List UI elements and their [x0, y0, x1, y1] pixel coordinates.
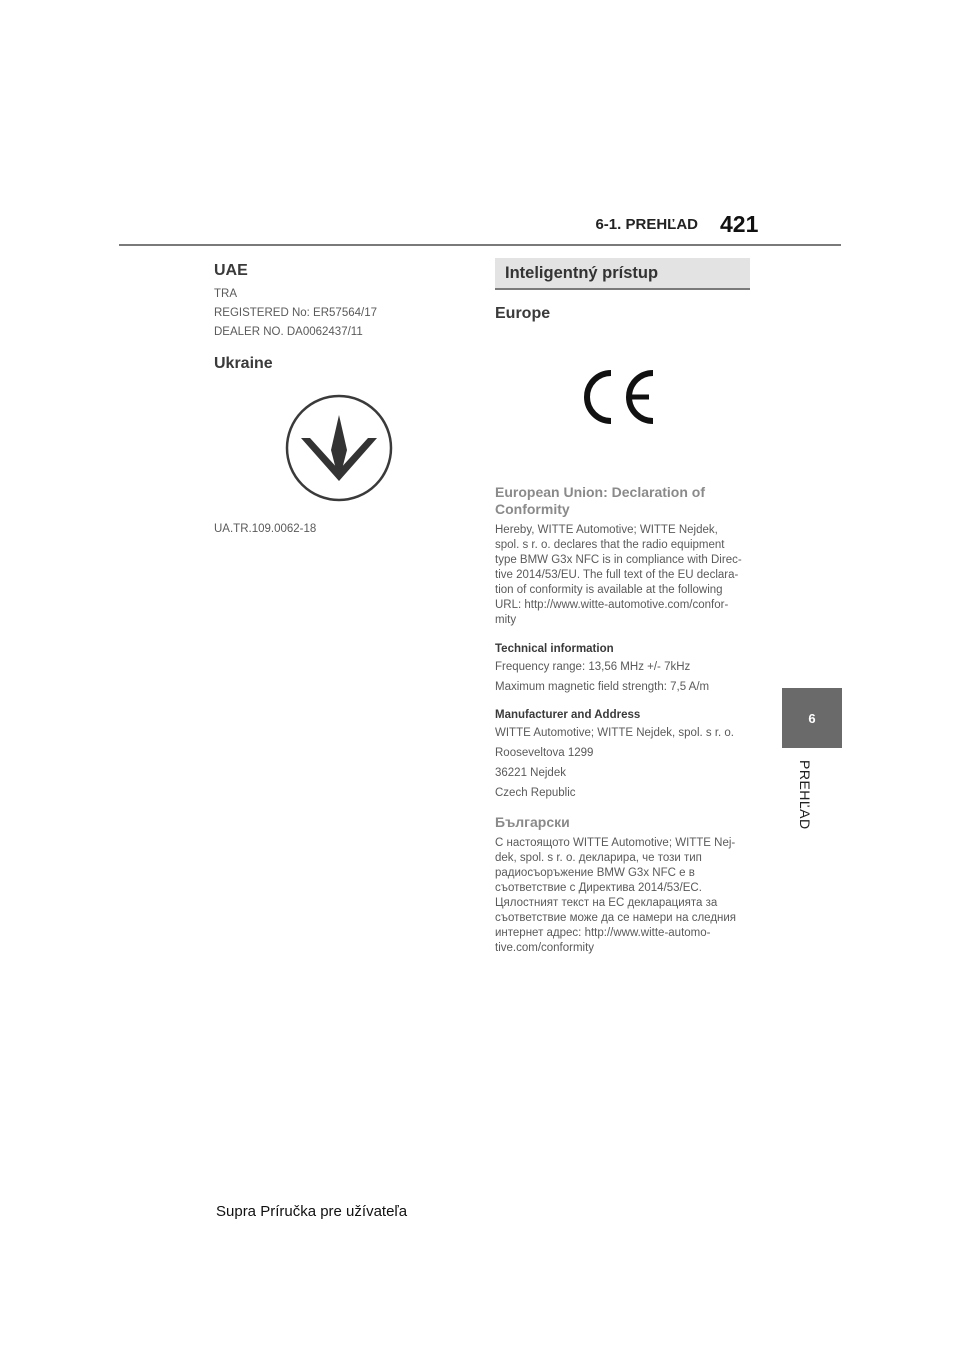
manufacturer-line: Rooseveltova 1299: [495, 747, 594, 759]
uae-line: TRA: [214, 288, 237, 300]
ukraine-code: UA.TR.109.0062-18: [214, 523, 317, 535]
europe-heading: Europe: [495, 305, 551, 322]
manufacturer-line: Czech Republic: [495, 787, 576, 799]
footer-manual-title: Supra Príručka pre užívateľa: [216, 1203, 408, 1220]
eu-declaration-text: [495, 523, 750, 628]
bg-text-line: съответствие с Директива 2014/53/ЕС.: [495, 882, 702, 894]
uae-line: REGISTERED No: ER57564/17: [214, 307, 377, 319]
ce-mark-icon: [583, 367, 657, 427]
eu-text-line: spol. s r. o. declares that the radio equipment: [495, 539, 725, 551]
ce-mark: [583, 367, 657, 427]
bg-text-line: Цялостният текст на ЕС декларацията за: [495, 897, 718, 909]
technical-info-line: Frequency range: 13,56 MHz +/- 7kHz: [495, 661, 691, 673]
chapter-label: PREHĽAD: [797, 760, 813, 830]
eu-declaration-heading: European Union: Declaration of Conformity: [495, 484, 706, 517]
page-number: 421: [720, 211, 759, 237]
bg-text-line: dek, spol. s r. o. декларира, че този тип: [495, 852, 702, 864]
right-column: [495, 258, 750, 956]
uae-heading: UAE: [214, 262, 248, 279]
eu-text-line: type BMW G3x NFC is in compliance with Direc-: [495, 554, 742, 566]
manufacturer-line: WITTE Automotive; WITTE Nejdek, spol. s r. o.: [495, 727, 735, 739]
bulgarian-heading: Български: [495, 814, 570, 830]
bulgarian-text: [495, 836, 750, 956]
eu-text-line: Hereby, WITTE Automotive; WITTE Nejdek,: [495, 524, 718, 536]
manufacturer-heading: Manufacturer and Address: [495, 709, 641, 721]
technical-info-line: Maximum magnetic field strength: 7,5 A/m: [495, 681, 710, 693]
bg-text-line: С настоящото WITTE Automotive; WITTE Nej-: [495, 837, 736, 849]
eu-text-line: URL: http://www.witte-automotive.com/confor-: [495, 599, 729, 611]
eu-text-line: mity: [495, 614, 517, 626]
ukraine-certification-mark: [284, 393, 394, 503]
bg-text-line: съответствие може да се намери на следния: [495, 912, 737, 924]
section-title: 6-1. PREHĽAD: [595, 216, 698, 233]
left-column: [214, 262, 464, 535]
ukraine-heading: Ukraine: [214, 355, 273, 372]
bg-text-line: радиосъоръжение BMW G3x NFC е в: [495, 867, 695, 879]
uae-line: DEALER NO. DA0062437/11: [214, 326, 363, 338]
technical-info-heading: Technical information: [495, 643, 614, 655]
topic-bar: [495, 258, 750, 290]
ukraine-conformity-icon: [284, 393, 394, 503]
topic-title: Inteligentný prístup: [505, 263, 659, 282]
chapter-tab[interactable]: [782, 688, 842, 748]
manufacturer-line: 36221 Nejdek: [495, 767, 566, 779]
chapter-number: 6: [808, 710, 816, 726]
eu-text-line: tion of conformity is available at the following: [495, 584, 723, 596]
header-rule: [119, 244, 841, 246]
bg-text-line: tive.com/conformity: [495, 942, 595, 954]
bg-text-line: интернет адрес: http://www.witte-automo-: [495, 927, 711, 939]
eu-text-line: tive 2014/53/EU. The full text of the EU declara-: [495, 569, 739, 581]
